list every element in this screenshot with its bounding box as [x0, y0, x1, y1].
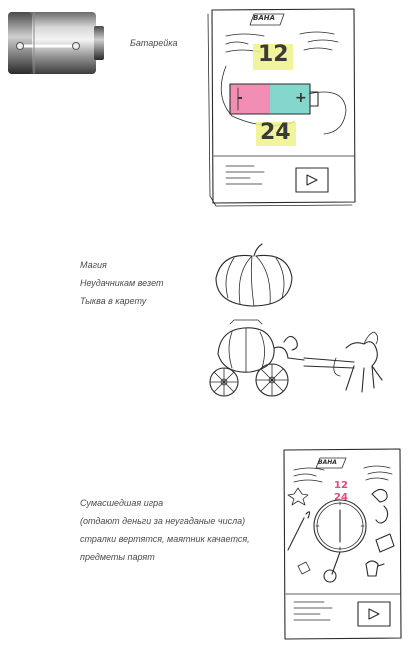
phone1-plus-sign: +	[295, 90, 307, 106]
crazy-game-line: Сумасшедшая игра	[80, 498, 164, 508]
phone1-top-number: 12	[258, 42, 289, 67]
phone1-battery-sketch	[228, 82, 328, 118]
phone1-minus-sign: -	[237, 90, 243, 106]
magic-line: Неудачникам везет	[80, 278, 164, 288]
crazy-game-line: (отдают деньги за неугаданые числа)	[80, 516, 246, 526]
phone1-logo: ВАНА	[253, 14, 276, 22]
phone2-top-number: 12	[334, 480, 348, 491]
carriage-sketch	[204, 318, 390, 406]
pumpkin-sketch	[212, 242, 296, 312]
phone1-bottom-number: 24	[260, 120, 291, 145]
phone2-bottom-number: 24	[334, 492, 348, 503]
phone2-logo: ВАНА	[318, 459, 337, 466]
magic-line: Магия	[80, 260, 107, 270]
crazy-game-notes	[80, 494, 250, 566]
crazy-game-line: предметы парят	[80, 552, 155, 562]
battery-image	[4, 6, 114, 78]
phone-sketch-bottom	[280, 446, 404, 642]
battery-caption: Батарейка	[130, 38, 178, 48]
magic-line: Тыква в карету	[80, 296, 147, 306]
crazy-game-line: стралки вертятся, маятник качается,	[80, 534, 250, 544]
magic-notes	[80, 256, 164, 310]
